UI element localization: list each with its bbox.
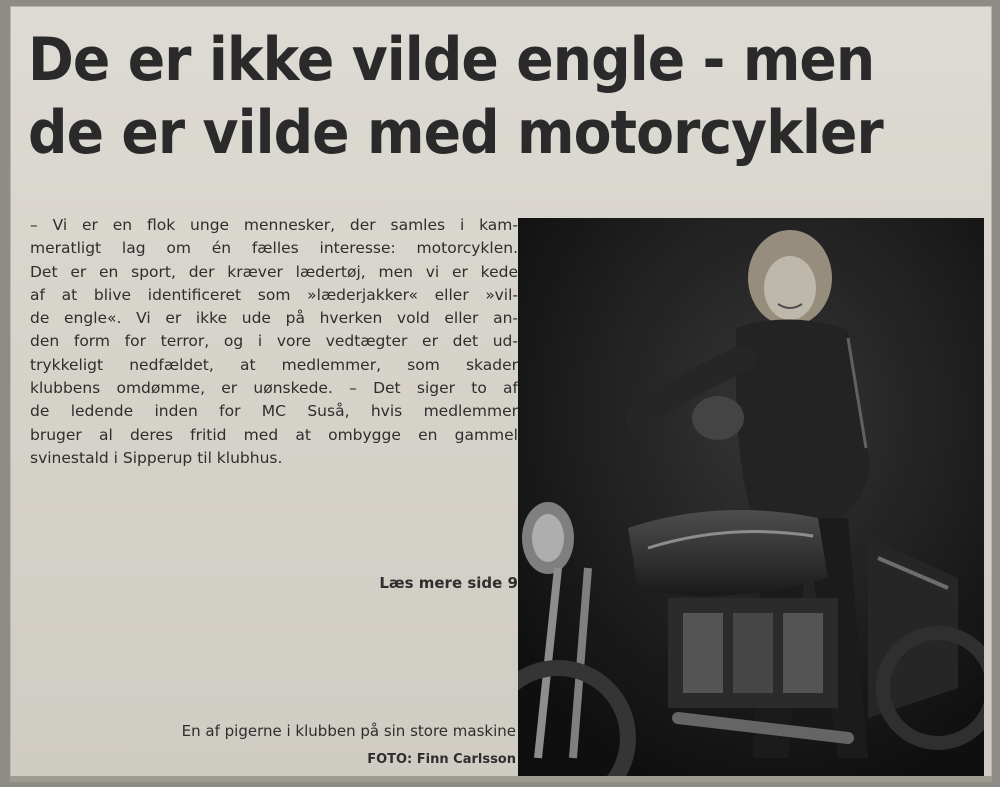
photo-caption: En af pigerne i klubben på sin store maskine (181, 722, 516, 740)
page-edge (10, 776, 992, 782)
body-line: klubbens omdømme, er uønskede. – Det siger to af (30, 379, 518, 398)
body-line: af at blive identificeret som »læderjakker« eller »vil- (30, 285, 518, 304)
headline (28, 24, 902, 170)
article-body (30, 214, 518, 470)
headline-line-2: de er vilde med motorcykler (28, 98, 883, 168)
body-line: den form for terror, og i vore vedtægter er det ud- (30, 332, 518, 351)
photo-woman-on-motorcycle (518, 218, 984, 778)
body-line: de engle«. Vi er ikke ude på hverken vold eller an- (30, 309, 518, 328)
body-line: Det er en sport, der kræver lædertøj, men vi er kede (30, 262, 518, 281)
photo-credit: FOTO: Finn Carlsson (367, 752, 516, 767)
body-line: bruger al deres fritid med at ombygge en gammel (30, 425, 518, 444)
body-line: svinestald i Sipperup til klubhus. (30, 448, 283, 467)
body-line: de ledende inden for MC Suså, hvis medlemmer (30, 402, 518, 421)
headline-line-1: De er ikke vilde engle - men (28, 25, 875, 95)
body-line: trykkeligt nedfældet, at medlemmer, som skader (30, 355, 518, 374)
body-line: meratligt lag om én fælles interesse: motorcyklen. (30, 239, 518, 258)
read-more-reference: Læs mere side 9 (379, 574, 518, 592)
body-line: – Vi er en flok unge mennesker, der samles i kam- (30, 216, 518, 234)
photo-illustration (518, 218, 984, 778)
newspaper-clipping (10, 6, 992, 782)
